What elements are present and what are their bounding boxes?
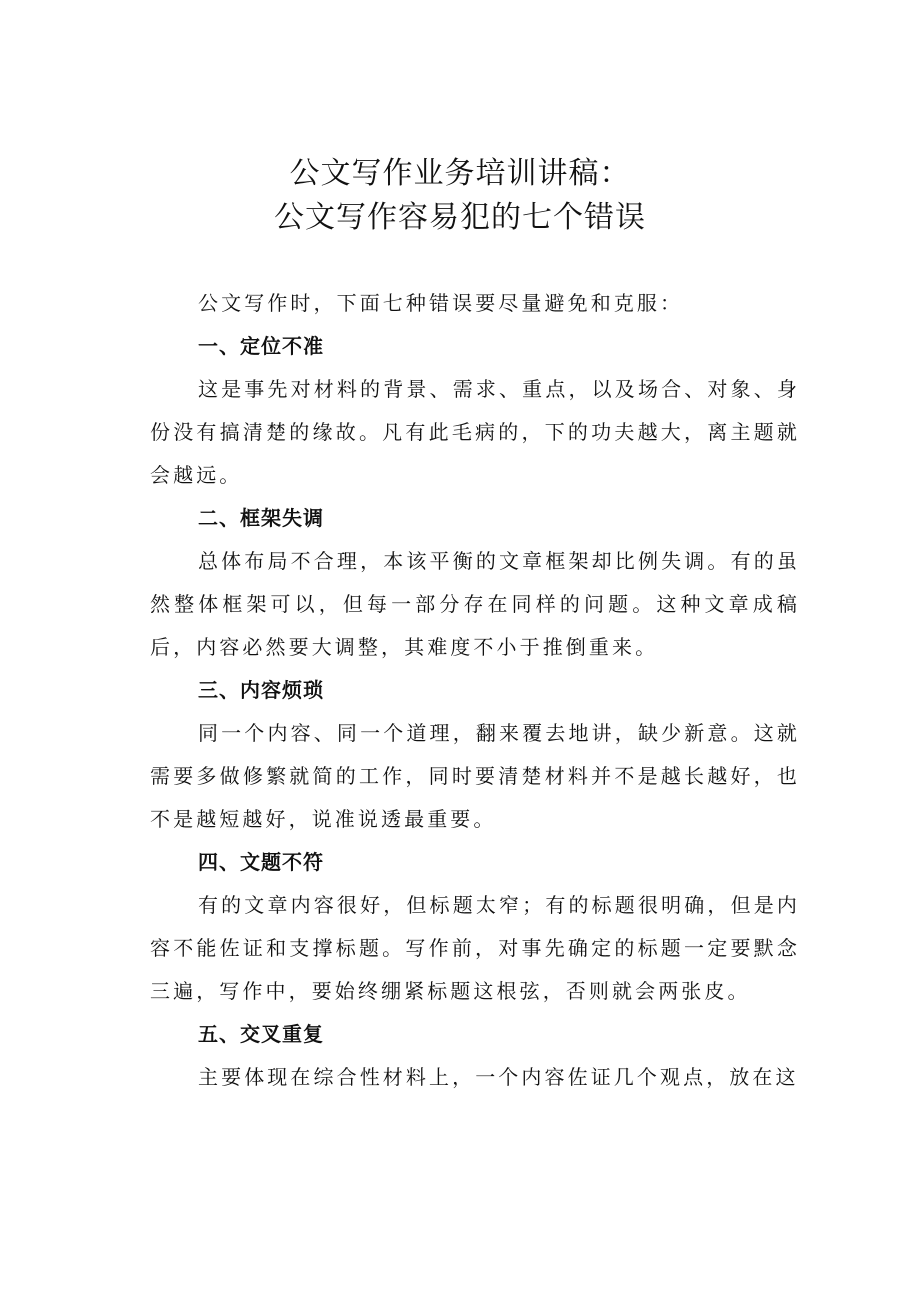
document-body: [150, 282, 800, 1099]
section-heading-2: 二、框架失调: [198, 506, 324, 530]
title-line-2: 公文写作容易犯的七个错误: [274, 200, 646, 235]
section-body-4: 有的文章内容很好，但标题太窄；有的标题很明确，但是内容不能佐证和支撑标题。写作前，对事先确定的标题一定要默念三遍，写作中，要始终绷紧标题这根弦，否则就会两张皮。: [150, 893, 800, 1003]
section-heading-1: 一、定位不准: [198, 334, 324, 358]
intro-paragraph: 公文写作时，下面七种错误要尽量避免和克服：: [198, 291, 684, 315]
section-body-2: 总体布局不合理，本该平衡的文章框架却比例失调。有的虽然整体框架可以，但每一部分存在同样的问题。这种文章成稿后，内容必然要大调整，其难度不小于推倒重来。: [150, 549, 800, 659]
title-line-1: 公文写作业务培训讲稿：: [289, 156, 631, 191]
section-heading-4: 四、文题不符: [198, 850, 324, 874]
section-body-1: 这是事先对材料的背景、需求、重点，以及场合、对象、身份没有搞清楚的缘故。凡有此毛病的，下的功夫越大，离主题就会越远。: [150, 377, 800, 487]
section-body-5: 主要体现在综合性材料上，一个内容佐证几个观点，放在这: [198, 1065, 799, 1089]
section-body-3: 同一个内容、同一个道理，翻来覆去地讲，缺少新意。这就需要多做修繁就简的工作，同时要清楚材料并不是越长越好，也不是越短越好，说准说透最重要。: [150, 721, 800, 831]
document-title: [0, 152, 920, 240]
section-heading-3: 三、内容烦琐: [198, 678, 324, 702]
section-heading-5: 五、交叉重复: [198, 1022, 324, 1046]
